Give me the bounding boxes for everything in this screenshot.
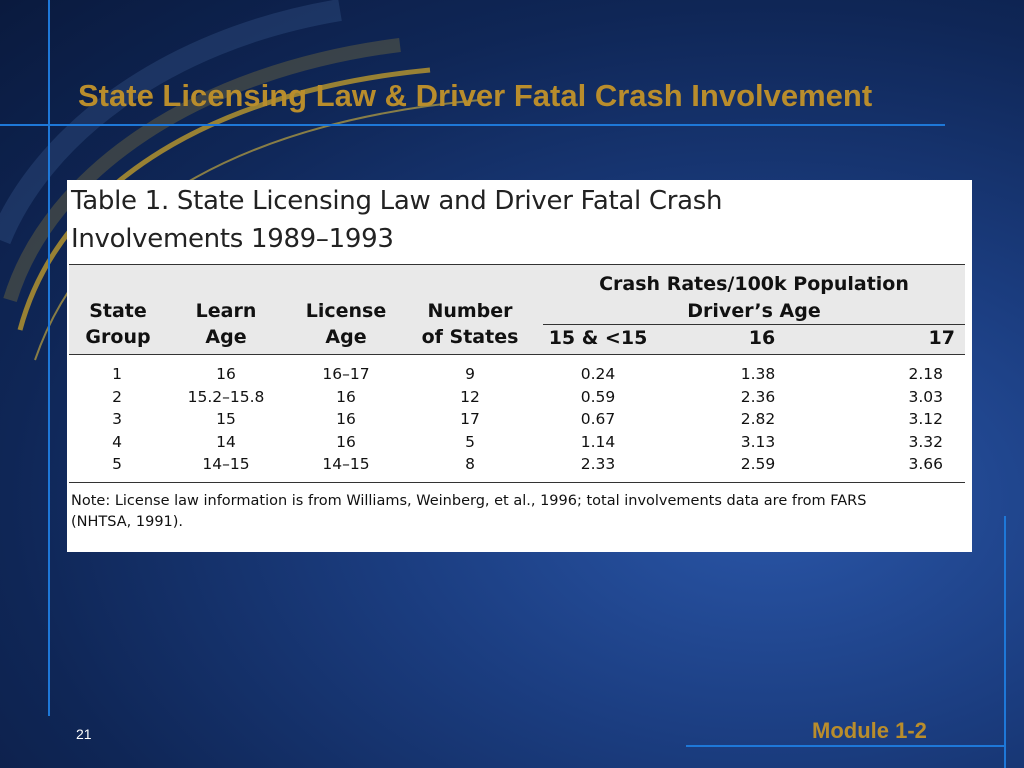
- header-age-15-under: 15 & <15: [548, 327, 648, 349]
- header-age-17: 17: [928, 327, 955, 349]
- header-age-16: 16: [748, 327, 776, 349]
- cell-learn-age: 15.2–15.8: [187, 387, 265, 406]
- header-drivers-age: Driver’s Age: [687, 300, 821, 322]
- table-note-line-2: (NHTSA, 1991).: [71, 514, 184, 530]
- header-state-group: State Group: [85, 300, 151, 348]
- table-caption-line-2: Involvements 1989–1993: [71, 224, 394, 254]
- cell-license-age: 16: [336, 387, 356, 406]
- cell-learn-age: 14–15: [202, 455, 250, 473]
- cell-license-age: 16: [336, 410, 356, 428]
- cell-rate-15-under: 0.67: [580, 410, 616, 428]
- slide-number: 21: [76, 726, 92, 742]
- left-accent-line: [48, 0, 50, 716]
- table-row: [67, 363, 972, 386]
- cell-number-of-states: 9: [465, 365, 475, 383]
- cell-rate-17: 2.18: [908, 365, 943, 383]
- cell-number-of-states: 12: [460, 387, 480, 406]
- cell-rate-15-under: 0.24: [580, 365, 616, 383]
- module-label: Module 1-2: [812, 718, 927, 743]
- cell-license-age: 16: [336, 432, 356, 451]
- cell-rate-16: 2.36: [740, 387, 776, 406]
- table-caption: [71, 182, 722, 258]
- cell-state-group: 4: [112, 432, 122, 451]
- right-accent-line: [1004, 516, 1006, 768]
- title-underline: [0, 124, 945, 126]
- cell-license-age: 14–15: [322, 455, 370, 473]
- cell-rate-17: 3.12: [908, 410, 943, 428]
- header-crash-rates: Crash Rates/100k Population: [599, 273, 909, 295]
- table-row: [67, 386, 972, 409]
- cell-state-group: 5: [112, 455, 122, 473]
- cell-learn-age: 15: [216, 410, 236, 428]
- table-note-line-1: Note: License law information is from Williams, Weinberg, et al., 1996; total involvements data are from FARS: [71, 493, 867, 509]
- table-row: [67, 431, 972, 454]
- cell-rate-16: 2.59: [740, 455, 776, 473]
- cell-number-of-states: 8: [465, 455, 475, 473]
- cell-rate-15-under: 2.33: [580, 455, 616, 473]
- cell-rate-16: 1.38: [740, 365, 776, 383]
- header-number-of-states: Number of States: [421, 300, 519, 348]
- cell-license-age: 16–17: [322, 365, 370, 383]
- table-row: [67, 453, 972, 476]
- cell-rate-15-under: 1.14: [580, 432, 616, 451]
- cell-state-group: 3: [112, 410, 122, 428]
- cell-number-of-states: 5: [465, 432, 475, 451]
- table-image: [67, 180, 972, 552]
- table-row: [67, 408, 972, 431]
- table-note: [71, 491, 966, 533]
- cell-state-group: 2: [112, 387, 122, 406]
- cell-number-of-states: 17: [460, 410, 480, 428]
- cell-rate-17: 3.03: [908, 387, 943, 406]
- table-bottom-rule: [69, 482, 965, 483]
- cell-rate-15-under: 0.59: [580, 387, 616, 406]
- header-license-age: License Age: [305, 300, 387, 348]
- footer-line: [686, 745, 1006, 747]
- cell-rate-16: 2.82: [740, 410, 776, 428]
- table-body: [67, 363, 972, 478]
- slide-title: State Licensing Law & Driver Fatal Crash Involvement: [78, 78, 873, 113]
- cell-rate-16: 3.13: [740, 432, 776, 451]
- cell-learn-age: 16: [216, 365, 236, 383]
- cell-rate-17: 3.32: [908, 432, 943, 451]
- cell-learn-age: 14: [216, 432, 236, 451]
- cell-rate-17: 3.66: [908, 455, 943, 473]
- header-learn-age: Learn Age: [195, 300, 257, 348]
- table-caption-line-1: Table 1. State Licensing Law and Driver Fatal Crash: [71, 186, 723, 216]
- table-header-rule: [69, 354, 965, 355]
- cell-state-group: 1: [112, 365, 122, 383]
